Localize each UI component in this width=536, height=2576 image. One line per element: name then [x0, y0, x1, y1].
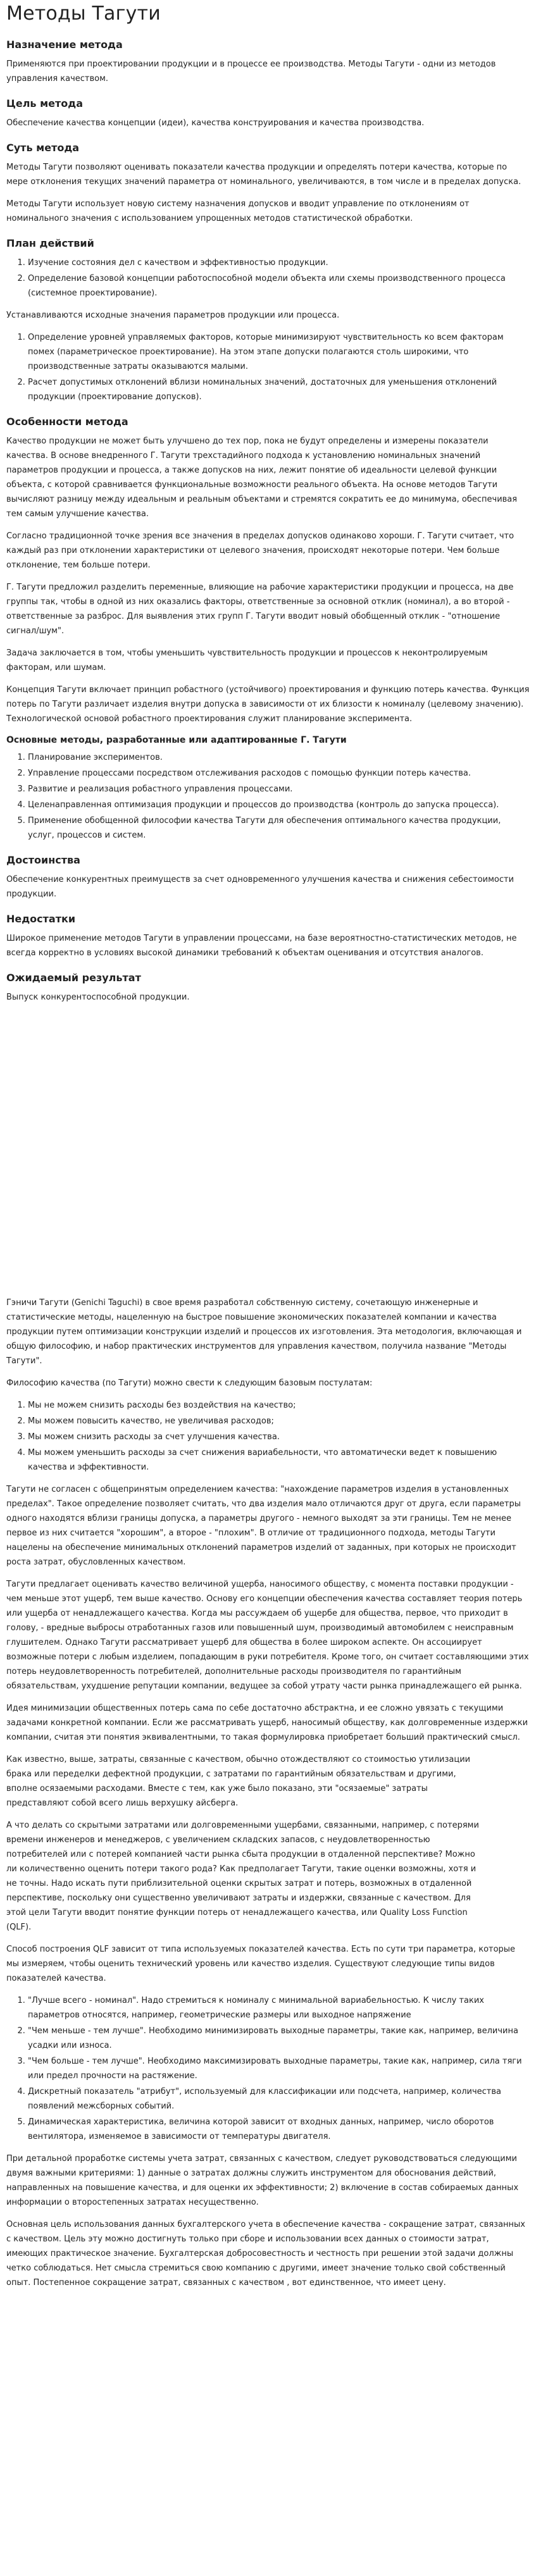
text-body-2: Философию качества (по Тагути) можно свести к следующим базовым постулатам:	[6, 1378, 373, 1388]
text-body-4: Тагути предлагает оценивать качество величиной ущерба, наносимого обществу, с момента поставки продукции - чем меньше этот ущерб, тем выше качество. Основу его концепции обеспечения качества составляет теория потерь или ущерба от ненадлежащего качества. Когда мы рассуждаем об ущербе для общества, первое, что приходит в голову, - вредные выбросы отработанных газов или повышенный шум, производимый автомобилем с неисправным глушителем. Однако Тагути рассматривает ущерб для общества в более широком аспекте. Он ассоциирует возможные потери с любым изделием, попадающим в руки потребителя. Кроме того, он считает составляющими этих потерь неудовлетворенность потребителей, дополнительные расходы производителя по гарантийным обязательствам, ухудшение репутации компании, ведущее за собой утрату части рынка принадлежащего ей рынка.	[6, 1580, 529, 1691]
heading-osobennosti: Особенности метода	[6, 416, 128, 428]
heading-cel: Цель метода	[6, 97, 84, 109]
heading-rezultat: Ожидаемый результат	[6, 972, 141, 984]
plan-mid-text: Устанавливаются исходные значения параметров продукции или процесса.	[6, 311, 340, 320]
list-item: 4. Целенаправленная оптимизация продукции и процессов до производства (контроль до запуска процесса).	[28, 798, 530, 812]
list-item: 2. Мы можем повысить качество, не увеличивая расходов;	[28, 1414, 530, 1428]
heading-plan: План действий	[6, 237, 94, 249]
indicator-types-list	[6, 1993, 530, 2144]
list-item: 3. Мы можем снизить расходы за счет улучшения качества.	[28, 1430, 530, 1444]
text-osob-4: Задача заключается в том, чтобы уменьшить чувствительность продукции и процессов к неконтролируемым факторам, или шумам.	[6, 648, 488, 672]
list-item: 3. "Чем больше - тем лучше". Необходимо максимизировать выходные параметры, такие как, например, сила тяги или предел прочности на растяжение.	[28, 2054, 530, 2083]
heading-dostoinstva: Достоинства	[6, 854, 80, 866]
text-body-7: А что делать со скрытыми затратами или долговременными ущербами, связанными, например, с потерями времени инженеров и менеджеров, с увеличением складских запасов, с неудовлетворенностью потребителей или с потерей компанией части рынка сбыта продукции в отдаленной перспективе? Можно ли количественно оценить потери такого рода? Как предполагает Тагути, такие оценки возможны, хотя и не точны. Надо искать пути приблизительной оценки скрытых затрат и потерь, возможных в отдаленной перспективе, поскольку они существенно увеличивают затраты и издержки, связанные с качеством. Для этой цели Тагути вводит понятие функции потерь от ненадлежащего качества, или Quality Loss Function (QLF).	[6, 1821, 479, 1932]
plan-list-1	[6, 256, 530, 300]
text-body-5: Идея минимизации общественных потерь сама по себе достаточно абстрактна, и ее сложно увязать с текущими задачами конкретной компании. Если же рассматривать ущерб, наносимый обществу, как долговременные издержки компании, считая эти понятия эквивалентными, то такая формулировка приобретает больший практический смысл.	[6, 1704, 528, 1742]
blank-spacer	[6, 1012, 530, 1291]
text-body-1: Гэничи Тагути (Genichi Taguchi) в свое время разработал собственную систему, сочетающую инженерные и статистические методы, нацеленную на быстрое повышение экономических показателей компании и качества продукции путем оптимизации конструкции изделий и процессов их изготовления. Эта методология, включающая и общую философию, и набор практических инструментов для управления качеством, получила название "Методы Тагути".	[6, 1298, 522, 1366]
list-item: 5. Динамическая характеристика, величина которой зависит от входных данных, например, число оборотов вентилятора, изменяемое в зависимости от температуры двигателя.	[28, 2115, 530, 2144]
text-dostoinstva: Обеспечение конкурентных преимуществ за счет одновременного улучшения качества и снижения себестоимости продукции.	[6, 875, 514, 899]
list-item: 1. Планирование экспериментов.	[28, 750, 530, 765]
text-osob-1: Качество продукции не может быть улучшено до тех пор, пока не будут определены и измерены показатели качества. В основе внедренного Г. Тагути трехстадийного подхода к установлению номинальных значений параметров продукции и процесса, а также допусков на них, лежит понятие об идеальности целевой функции объекта, с которой сравнивается функциональные возможности реального объекта. На основе методов Тагути вычисляют разницу между идеальным и реальным объектами и стремятся сократить ее до минимума, обеспечивая тем самым улучшение качества.	[6, 437, 518, 519]
text-body-8: Способ построения QLF зависит от типа используемых показателей качества. Есть по сути три параметра, которые мы измеряем, чтобы оценить технический уровень или качество изделия. Существуют следующие типы видов показателей качества.	[6, 1945, 516, 1983]
text-naznachenie: Применяются при проектировании продукции и в процессе ее производства. Методы Тагути - одни из методов управления качеством.	[6, 59, 496, 84]
text-rezultat: Выпуск конкурентоспособной продукции.	[6, 993, 190, 1002]
postulates-list	[6, 1398, 530, 1475]
text-osob-5: Концепция Тагути включает принцип робастного (устойчивого) проектирования и функцию потерь качества. Функция потерь по Тагути различает изделия внутри допуска в зависимости от их близости к номиналу (целевому значению). Технологической основой робастного проектирования служит планирование эксперимента.	[6, 685, 530, 724]
text-body-6: Как известно, выше, затраты, связанные с качеством, обычно отождествляют со стоимостью утилизации брака или переделки дефектной продукции, с затратами по гарантийным обязательствам и другими, вполне осязаемыми расходами. Вместе с тем, как уже было показано, эти "осязаемые" затраты представляют собой всего лишь верхушку айсберга.	[6, 1755, 471, 1808]
text-sut-2: Методы Тагути использует новую систему назначения допусков и вводит управление по отклонениям от номинального значения с использованием упрощенных методов статистической обработки.	[6, 199, 470, 223]
list-item: 1. Определение уровней управляемых факторов, которые минимизируют чувствительность ко всем факторам помех (параметрическое проектирование). На этом этапе допуски полагаются столь широкими, что производственные затраты оказываются малыми.	[28, 330, 530, 374]
text-osob-3: Г. Тагути предложил разделить переменные, влияющие на рабочие характеристики продукции и процесса, на две группы так, чтобы в одной из них оказались факторы, ответственные за основной отклик (номинал), а во второй - ответственные за разброс. Для выявления этих групп Г. Тагути вводит новый обобщенный отклик - "отношение сигнал/шум".	[6, 583, 514, 636]
list-item: 1. "Лучше всего - номинал". Надо стремиться к номиналу с минимальной вариабельностью. К числу таких параметров относятся, например, геометрические размеры или выходное напряжение	[28, 1993, 530, 2022]
text-cel: Обеспечение качества концепции (идеи), качества конструирования и качества производства.	[6, 118, 425, 128]
text-nedostatki: Широкое применение методов Тагути в управлении процессами, на базе вероятностно-статистических методов, не всегда корректно в условиях высокой динамики требований к объектам оценивания и отсутствия аналогов.	[6, 934, 517, 958]
heading-naznachenie: Назначение метода	[6, 39, 123, 51]
list-item: 5. Применение обобщенной философии качества Тагути для обеспечения оптимального качества продукции, услуг, процессов и систем.	[28, 814, 530, 843]
text-body-10: Основная цель использования данных бухгалтерского учета в обеспечение качества - сокращение затрат, связанных с качеством. Цель эту можно достигнуть только при сборе и использовании всех данных о стоимости затрат, имеющих практическое значение. Бухгалтерская добросовестность и честность при решении этой задачи должны четко соблюдаться. Нет смысла стремиться свою компанию с другими, имеет значение только свой собственный опыт. Постепенное сокращение затрат, связанных с качеством , вот единственное, что имеет цену.	[6, 2220, 525, 2288]
text-osob-2: Согласно традиционной точке зрения все значения в пределах допусков одинаково хороши. Г. Тагути считает, что каждый раз при отклонении характеристики от целевого значения, происходят некоторые потери. Чем больше отклонение, тем больше потери.	[6, 531, 514, 570]
list-item: 2. "Чем меньше - тем лучше". Необходимо минимизировать выходные параметры, такие как, например, величина усадки или износа.	[28, 2024, 530, 2053]
list-item: 2. Расчет допустимых отклонений вблизи номинальных значений, достаточных для уменьшения отклонений продукции (проектирование допусков).	[28, 375, 530, 404]
list-item: 4. Дискретный показатель "атрибут", используемый для классификации или подсчета, например, количества появлений межсборных событий.	[28, 2084, 530, 2114]
list-item: 4. Мы можем уменьшить расходы за счет снижения вариабельности, что автоматически ведет к повышению качества и эффективности.	[28, 1446, 530, 1475]
list-item: 3. Развитие и реализация робастного управления процессами.	[28, 782, 530, 796]
plan-list-2	[6, 330, 530, 404]
list-item: 1. Мы не можем снизить расходы без воздействия на качество;	[28, 1398, 530, 1413]
text-sut-1: Методы Тагути позволяют оценивать показатели качества продукции и определять потери качества, которые по мере отклонения текущих значений параметра от номинального, увеличиваются, в том числе и в пределах допуска.	[6, 163, 521, 187]
methods-list	[6, 750, 530, 843]
heading-sut: Суть метода	[6, 142, 80, 154]
heading-nedostatki: Недостатки	[6, 913, 76, 925]
list-item: 2. Определение базовой концепции работоспособной модели объекта или схемы производственного процесса (системное проектирование).	[28, 271, 530, 300]
text-body-9: При детальной проработке системы учета затрат, связанных с качеством, следует руководствоваться следующими двумя важными критериями: 1) данные о затратах должны служить инструментом для обоснования действий, направленных на повышение качества, и для оценки их эффективности; 2) включение в состав собираемых данных информации о второстепенных затратах несущественно.	[6, 2154, 519, 2207]
page-title: Методы Тагути	[6, 3, 161, 25]
list-item: 2. Управление процессами посредством отслеживания расходов с помощью функции потерь качества.	[28, 766, 530, 781]
text-body-3: Тагути не согласен с общепринятым определением качества: "нахождение параметров изделия в установленных пределах". Такое определение позволяет считать, что два изделия мало отличаются друг от друга, если параметры одного находятся вблизи границы допуска, а параметры другого - немного выходят за эти границы. Тем не менее первое из них считается "хорошим", а второе - "плохим". В отличие от традиционного подхода, методы Тагути нацелены на обеспечение минимальных отклонений параметров изделий от заданных, при которых не происходит роста затрат, обусловленных качеством.	[6, 1485, 521, 1567]
document	[0, 3, 536, 2308]
subheading-methods: Основные методы, разработанные или адаптированные Г. Тагути	[6, 735, 347, 745]
list-item: 1. Изучение состояния дел с качеством и эффективностью продукции.	[28, 256, 530, 270]
